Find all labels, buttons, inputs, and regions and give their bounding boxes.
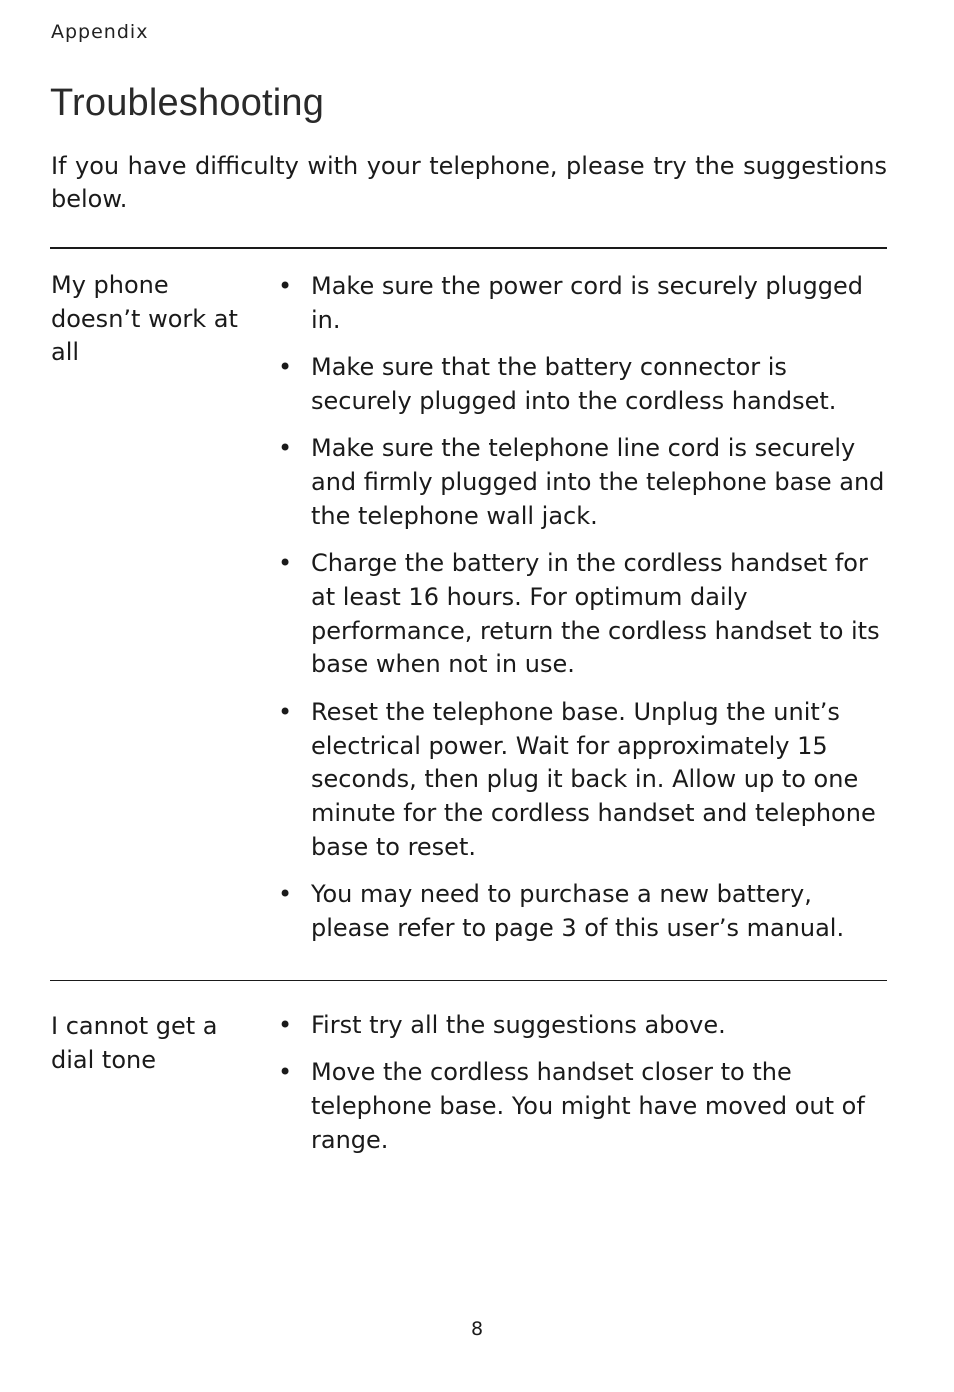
solution-item xyxy=(278,1009,888,1043)
bullet-icon: • xyxy=(278,434,293,463)
intro-paragraph: If you have difficulty with your telephone, please try the suggestions below. xyxy=(51,152,887,213)
bullet-icon: • xyxy=(278,1058,293,1087)
bullet-icon: • xyxy=(278,549,293,578)
solution-text: First try all the suggestions above. xyxy=(311,1011,726,1039)
page-title: Troubleshooting xyxy=(50,82,325,124)
solution-list xyxy=(278,270,888,959)
solution-text: Charge the battery in the cordless handset for at least 16 hours. For optimum daily performance, return the cordless handset to its base when not in use. xyxy=(311,549,880,679)
solution-text: Make sure the power cord is securely plugged in. xyxy=(311,272,863,334)
solution-item xyxy=(278,432,888,533)
solution-text: You may need to purchase a new battery, please refer to page 3 of this user’s manual. xyxy=(311,880,845,943)
bullet-icon: • xyxy=(278,880,293,909)
row-divider xyxy=(50,980,887,981)
bullet-icon: • xyxy=(278,1011,293,1039)
bullet-icon: • xyxy=(278,353,293,382)
solution-list xyxy=(278,1009,888,1171)
problem-label: I cannot get a dial tone xyxy=(51,1012,218,1074)
solution-item xyxy=(278,270,888,338)
solution-text: Move the cordless handset closer to the telephone base. You might have moved out of range. xyxy=(311,1058,865,1154)
problem-label: My phone doesn’t work at all xyxy=(51,271,238,366)
solution-item xyxy=(278,878,888,946)
solution-text: Reset the telephone base. Unplug the unit’s electrical power. Wait for approximately 15 seconds, then plug it back in. Allow up to one minute for the cordless handset and telephone base to reset. xyxy=(311,697,876,861)
solution-item xyxy=(278,696,888,865)
solution-item xyxy=(278,351,888,419)
bullet-icon: • xyxy=(278,697,293,726)
table-top-divider xyxy=(50,247,887,249)
solution-item xyxy=(278,1056,888,1157)
solution-text: Make sure the telephone line cord is securely and firmly plugged into the telephone base and the telephone wall jack. xyxy=(311,434,885,530)
bullet-icon: • xyxy=(278,272,293,300)
solution-text: Make sure that the battery connector is securely plugged into the cordless handset. xyxy=(311,353,837,415)
page-number: 8 xyxy=(470,1318,484,1340)
solution-item xyxy=(278,547,888,682)
section-label: Appendix xyxy=(51,21,149,43)
